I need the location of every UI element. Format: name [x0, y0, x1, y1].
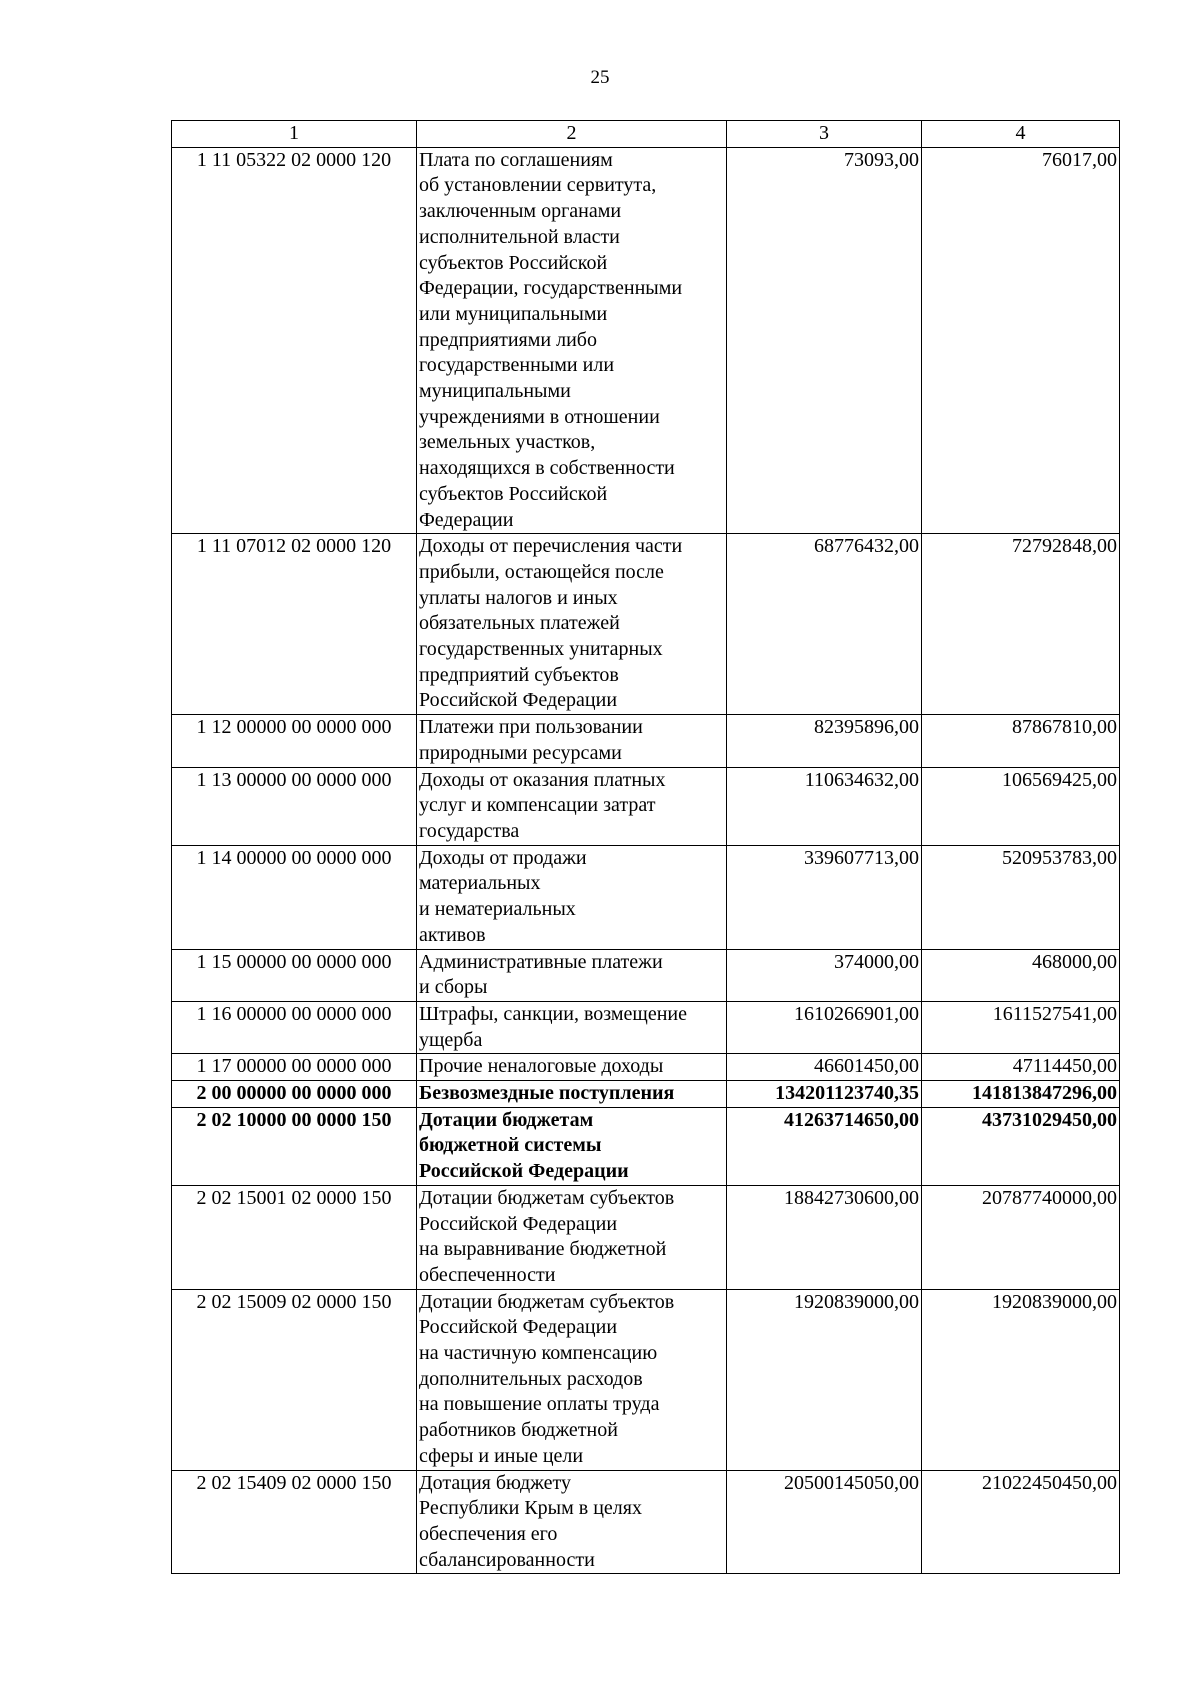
budget-code-cell: 1 17 00000 00 0000 000: [172, 1054, 417, 1081]
description-line: Федерации: [419, 508, 514, 531]
amount-col4-cell: 520953783,00: [922, 845, 1120, 949]
description-line: или муниципальными: [419, 302, 608, 325]
description-line: уплаты налогов и иных: [419, 586, 618, 609]
description-cell: [417, 1001, 727, 1053]
description-line: обязательных платежей: [419, 612, 620, 635]
description-line: заключенным органами: [419, 200, 622, 223]
description-cell: [417, 1081, 727, 1108]
description-line: Доходы от продажи: [419, 846, 587, 869]
budget-code-cell: 2 00 00000 00 0000 000: [172, 1081, 417, 1108]
amount-col3-cell: 41263714650,00: [727, 1107, 922, 1185]
description-line: Дотация бюджету: [419, 1471, 572, 1494]
amount-col4-cell: 76017,00: [922, 147, 1120, 534]
table-body: [172, 121, 1120, 1574]
table-row: [172, 715, 1120, 767]
description-cell: [417, 147, 727, 534]
budget-code-cell: 1 14 00000 00 0000 000: [172, 845, 417, 949]
budget-code-cell: 1 16 00000 00 0000 000: [172, 1001, 417, 1053]
amount-col4-cell: 20787740000,00: [922, 1185, 1120, 1289]
table-row: [172, 534, 1120, 715]
amount-col4-cell: 141813847296,00: [922, 1081, 1120, 1108]
amount-col3-cell: 18842730600,00: [727, 1185, 922, 1289]
amount-col3-cell: 1610266901,00: [727, 1001, 922, 1053]
description-line: об установлении сервитута,: [419, 174, 657, 197]
description-line: Доходы от оказания платных: [419, 768, 666, 791]
amount-col3-cell: 1920839000,00: [727, 1289, 922, 1470]
amount-col4-cell: 87867810,00: [922, 715, 1120, 767]
description-line: Плата по соглашениям: [419, 148, 613, 171]
budget-code-cell: 1 15 00000 00 0000 000: [172, 949, 417, 1001]
amount-col4-cell: 43731029450,00: [922, 1107, 1120, 1185]
description-line: прибыли, остающейся после: [419, 560, 664, 583]
description-cell: [417, 949, 727, 1001]
amount-col3-cell: 134201123740,35: [727, 1081, 922, 1108]
description-line: бюджетной системы: [419, 1134, 602, 1157]
description-line: Российской Федерации: [419, 1212, 618, 1235]
description-line: предприятий субъектов: [419, 663, 619, 686]
description-line: Доходы от перечисления части: [419, 535, 683, 558]
description-cell: [417, 1107, 727, 1185]
description-line: обеспеченности: [419, 1263, 556, 1286]
amount-col4-cell: 47114450,00: [922, 1054, 1120, 1081]
description-line: предприятиями либо: [419, 328, 597, 351]
description-line: Платежи при пользовании: [419, 716, 643, 739]
description-line: обеспечения его: [419, 1522, 558, 1545]
description-line: учреждениями в отношении: [419, 405, 660, 428]
amount-col4-cell: 106569425,00: [922, 767, 1120, 845]
amount-col3-cell: 110634632,00: [727, 767, 922, 845]
table-row: [172, 845, 1120, 949]
description-line: услуг и компенсации затрат: [419, 794, 656, 817]
description-cell: [417, 1289, 727, 1470]
header-cell-2: 2: [417, 121, 727, 148]
page-number: 25: [590, 67, 610, 88]
description-line: государственных унитарных: [419, 638, 663, 661]
description-line: работников бюджетной: [419, 1419, 618, 1442]
budget-code-cell: 2 02 15409 02 0000 150: [172, 1470, 417, 1574]
budget-code-cell: 1 12 00000 00 0000 000: [172, 715, 417, 767]
table-row: [172, 949, 1120, 1001]
description-line: и нематериальных: [419, 898, 576, 921]
description-line: субъектов Российской: [419, 482, 608, 505]
description-line: на выравнивание бюджетной: [419, 1238, 667, 1261]
amount-col3-cell: 339607713,00: [727, 845, 922, 949]
amount-col3-cell: 374000,00: [727, 949, 922, 1001]
description-line: Федерации, государственными: [419, 277, 683, 300]
description-cell: [417, 1470, 727, 1574]
description-line: активов: [419, 923, 486, 946]
description-line: Дотации бюджетам: [419, 1108, 594, 1131]
table-row: [172, 1185, 1120, 1289]
description-cell: [417, 845, 727, 949]
budget-code-cell: 2 02 10000 00 0000 150: [172, 1107, 417, 1185]
budget-code-cell: 1 11 07012 02 0000 120: [172, 534, 417, 715]
header-cell-3: 3: [727, 121, 922, 148]
table-row: [172, 1107, 1120, 1185]
description-cell: [417, 1185, 727, 1289]
description-line: сбалансированности: [419, 1548, 595, 1571]
description-line: государственными или: [419, 354, 615, 377]
description-line: и сборы: [419, 976, 488, 999]
amount-col3-cell: 73093,00: [727, 147, 922, 534]
budget-code-cell: 1 11 05322 02 0000 120: [172, 147, 417, 534]
description-line: природными ресурсами: [419, 741, 622, 764]
table-row: [172, 1001, 1120, 1053]
header-cell-4: 4: [922, 121, 1120, 148]
description-line: Российской Федерации: [419, 1160, 629, 1183]
budget-code-cell: 1 13 00000 00 0000 000: [172, 767, 417, 845]
table-row: [172, 1470, 1120, 1574]
amount-col3-cell: 20500145050,00: [727, 1470, 922, 1574]
amount-col4-cell: 21022450450,00: [922, 1470, 1120, 1574]
amount-col3-cell: 68776432,00: [727, 534, 922, 715]
description-line: находящихся в собственности: [419, 457, 675, 480]
description-line: муниципальными: [419, 380, 571, 403]
table-row: [172, 767, 1120, 845]
description-line: Безвозмездные поступления: [419, 1082, 675, 1105]
budget-code-cell: 2 02 15009 02 0000 150: [172, 1289, 417, 1470]
description-line: земельных участков,: [419, 431, 596, 454]
description-line: Административные платежи: [419, 950, 663, 973]
description-line: Российской Федерации: [419, 689, 618, 712]
description-line: Прочие неналоговые доходы: [419, 1055, 664, 1078]
description-line: дополнительных расходов: [419, 1367, 643, 1390]
description-cell: [417, 715, 727, 767]
description-cell: [417, 1054, 727, 1081]
description-line: сферы и иные цели: [419, 1444, 584, 1467]
table-row: [172, 1054, 1120, 1081]
description-line: ущерба: [419, 1028, 483, 1051]
description-line: государства: [419, 819, 520, 842]
budget-code-cell: 2 02 15001 02 0000 150: [172, 1185, 417, 1289]
table-row: [172, 147, 1120, 534]
header-cell-1: 1: [172, 121, 417, 148]
description-line: на повышение оплаты труда: [419, 1393, 660, 1416]
description-cell: [417, 767, 727, 845]
amount-col4-cell: 1611527541,00: [922, 1001, 1120, 1053]
description-line: Республики Крым в целях: [419, 1497, 642, 1520]
amount-col4-cell: 1920839000,00: [922, 1289, 1120, 1470]
description-line: на частичную компенсацию: [419, 1342, 658, 1365]
amount-col4-cell: 72792848,00: [922, 534, 1120, 715]
description-line: Дотации бюджетам субъектов: [419, 1186, 675, 1209]
description-cell: [417, 534, 727, 715]
description-line: исполнительной власти: [419, 225, 620, 248]
description-line: материальных: [419, 872, 541, 895]
description-line: Дотации бюджетам субъектов: [419, 1290, 675, 1313]
revenue-table: [171, 120, 1120, 1574]
amount-col3-cell: 82395896,00: [727, 715, 922, 767]
table-row: [172, 1081, 1120, 1108]
description-line: Штрафы, санкции, возмещение: [419, 1002, 687, 1025]
table-header-row: [172, 121, 1120, 148]
amount-col4-cell: 468000,00: [922, 949, 1120, 1001]
description-line: Российской Федерации: [419, 1316, 618, 1339]
amount-col3-cell: 46601450,00: [727, 1054, 922, 1081]
table-row: [172, 1289, 1120, 1470]
description-line: субъектов Российской: [419, 251, 608, 274]
